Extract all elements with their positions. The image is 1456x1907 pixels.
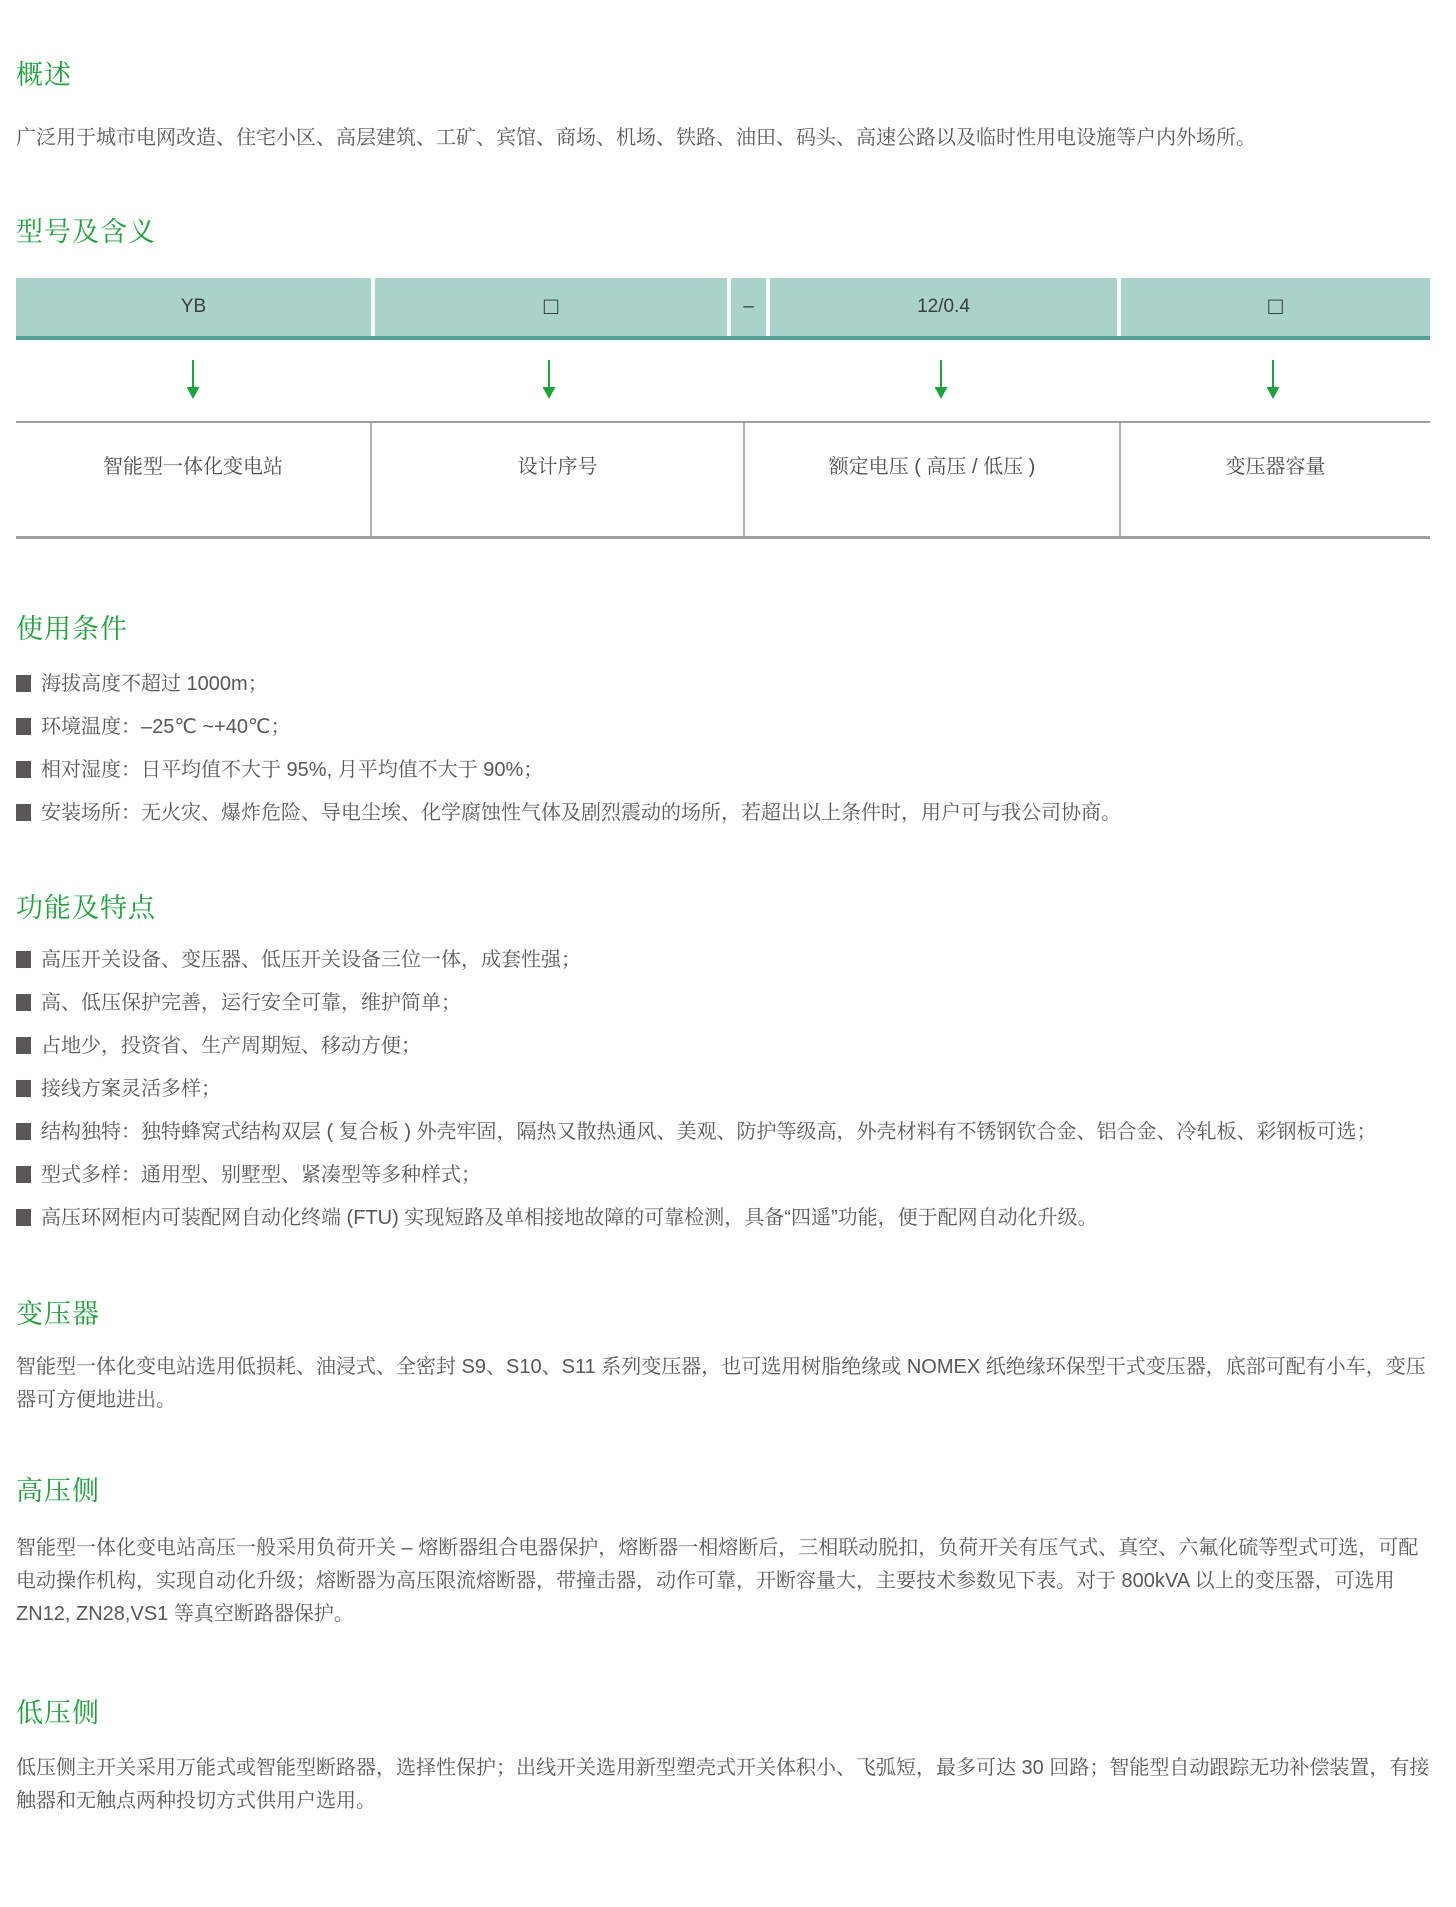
section-conditions bbox=[16, 612, 1430, 824]
list-item-text: 环境温度：–25℃ ~+40℃； bbox=[41, 716, 291, 738]
transformer-title: 变压器 bbox=[16, 1299, 100, 1329]
list-item bbox=[16, 1078, 1430, 1100]
model-meaning-title: 型号及含义 bbox=[16, 217, 156, 247]
square-bullet-icon bbox=[16, 1123, 31, 1140]
transformer-text: 智能型一体化变电站选用低损耗、油浸式、全密封 S9、S10、S11 系列变压器，也可选用树脂绝缘或 NOMEX 纸绝缘环保型干式变压器，底部可配有小车，变压器可方便地进出。 bbox=[16, 1356, 1426, 1411]
high-voltage-title: 高压侧 bbox=[16, 1476, 100, 1506]
square-bullet-icon bbox=[16, 994, 31, 1011]
meaning-cell-voltage: 额定电压 ( 高压 / 低压 ) bbox=[743, 423, 1119, 536]
list-item-text: 高、低压保护完善，运行安全可靠，维护简单； bbox=[41, 992, 461, 1014]
list-item-text: 高压开关设备、变压器、低压开关设备三位一体，成套性强； bbox=[41, 949, 581, 971]
low-voltage-text: 低压侧主开关采用万能式或智能型断路器，选择性保护；出线开关选用新型塑壳式开关体积小、飞弧短，最多可达 30 回路；智能型自动跟踪无功补偿装置，有接触器和无触点两种投切方式供用户选用。 bbox=[16, 1757, 1430, 1812]
section-model-meaning bbox=[16, 215, 1430, 539]
list-item bbox=[16, 1035, 1430, 1057]
square-bullet-icon bbox=[16, 1166, 31, 1183]
list-item-text: 占地少，投资省、生产周期短、移动方便； bbox=[41, 1035, 421, 1057]
meaning-cell-design: 设计序号 bbox=[370, 423, 743, 536]
catalog-page bbox=[16, 58, 1430, 1818]
features-title: 功能及特点 bbox=[16, 893, 156, 923]
high-voltage-text: 智能型一体化变电站高压一般采用负荷开关 – 熔断器组合电器保护，熔断器一相熔断后，三相联动脱扣，负荷开关有压气式、真空、六氟化硫等型式可选，可配电动操作机构，实现自动化升级；熔断器为高压限流熔断器，带撞击器，动作可靠，开断容量大，主要技术参数见下表。对于 800kVA 以上的变压器，可选用 ZN12, ZN28,VS1 等真空断路器保护。 bbox=[16, 1537, 1419, 1625]
list-item-text: 安装场所：无火灾、爆炸危险、导电尘埃、化学腐蚀性气体及剧烈震动的场所，若超出以上条件时，用户可与我公司协商。 bbox=[41, 802, 1121, 824]
list-item bbox=[16, 802, 1430, 824]
conditions-list bbox=[16, 673, 1430, 824]
list-item bbox=[16, 1121, 1430, 1143]
down-arrow-icon bbox=[541, 360, 557, 405]
square-bullet-icon bbox=[16, 718, 31, 735]
model-arrow-row bbox=[16, 360, 1430, 400]
list-item-text: 相对湿度：日平均值不大于 95%, 月平均值不大于 90%； bbox=[41, 759, 544, 781]
down-arrow-icon bbox=[933, 360, 949, 405]
section-overview bbox=[16, 58, 1430, 155]
square-bullet-icon bbox=[16, 761, 31, 778]
section-transformer bbox=[16, 1297, 1430, 1417]
section-high-voltage bbox=[16, 1474, 1430, 1631]
list-item-text: 高压环网柜内可装配网自动化终端 (FTU) 实现短路及单相接地故障的可靠检测，具备“四遥”功能，便于配网自动化升级。 bbox=[41, 1207, 1098, 1229]
code-cell-series: YB bbox=[16, 278, 371, 336]
overview-text: 广泛用于城市电网改造、住宅小区、高层建筑、工矿、宾馆、商场、机场、铁路、油田、码头、高速公路以及临时性用电设施等户内外场所。 bbox=[16, 127, 1256, 149]
code-cell-design-placeholder: □ bbox=[371, 278, 727, 336]
list-item-text: 型式多样：通用型、别墅型、紧凑型等多种样式； bbox=[41, 1164, 481, 1186]
conditions-title: 使用条件 bbox=[16, 614, 128, 644]
meaning-cell-capacity: 变压器容量 bbox=[1119, 423, 1430, 536]
list-item bbox=[16, 949, 1430, 971]
code-cell-dash: – bbox=[727, 278, 766, 336]
down-arrow-icon bbox=[1265, 360, 1281, 405]
model-meaning-row bbox=[16, 421, 1430, 539]
features-list bbox=[16, 949, 1430, 1229]
code-cell-capacity-placeholder: □ bbox=[1117, 278, 1430, 336]
square-bullet-icon bbox=[16, 1080, 31, 1097]
list-item bbox=[16, 673, 1430, 695]
model-code-row bbox=[16, 278, 1430, 340]
low-voltage-title: 低压侧 bbox=[16, 1698, 100, 1728]
code-cell-voltage: 12/0.4 bbox=[766, 278, 1117, 336]
meaning-cell-series: 智能型一体化变电站 bbox=[103, 456, 283, 478]
list-item bbox=[16, 759, 1430, 781]
square-bullet-icon bbox=[16, 675, 31, 692]
list-item bbox=[16, 1207, 1430, 1229]
square-bullet-icon bbox=[16, 1037, 31, 1054]
down-arrow-icon bbox=[185, 360, 201, 405]
list-item bbox=[16, 992, 1430, 1014]
square-bullet-icon bbox=[16, 1209, 31, 1226]
list-item-text: 接线方案灵活多样； bbox=[41, 1078, 221, 1100]
list-item bbox=[16, 1164, 1430, 1186]
list-item-text: 海拔高度不超过 1000m； bbox=[41, 673, 268, 695]
square-bullet-icon bbox=[16, 804, 31, 821]
list-item bbox=[16, 716, 1430, 738]
overview-title: 概述 bbox=[16, 60, 72, 90]
section-features bbox=[16, 891, 1430, 1229]
section-low-voltage bbox=[16, 1696, 1430, 1818]
list-item-text: 结构独特：独特蜂窝式结构双层 ( 复合板 ) 外壳牢固，隔热又散热通风、美观、防护等级高，外壳材料有不锈钢钦合金、铝合金、冷轧板、彩钢板可选； bbox=[41, 1121, 1377, 1143]
square-bullet-icon bbox=[16, 951, 31, 968]
